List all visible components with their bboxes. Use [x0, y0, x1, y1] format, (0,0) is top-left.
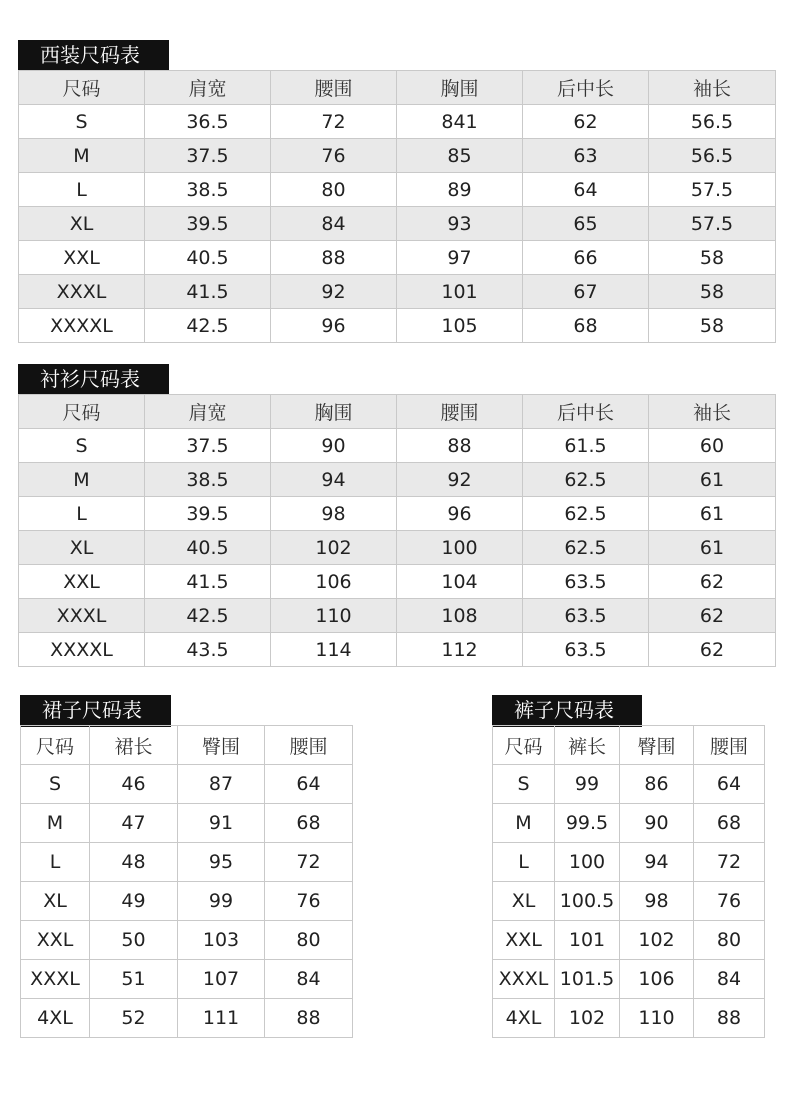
- table-row: [19, 105, 776, 139]
- table-cell: 106: [620, 960, 694, 999]
- table-row: [21, 882, 353, 921]
- table-cell: 62: [649, 633, 776, 667]
- table-cell: 102: [555, 999, 620, 1038]
- table-cell: 65: [523, 207, 649, 241]
- table-cell: 112: [397, 633, 523, 667]
- table-cell: 100: [555, 843, 620, 882]
- table-cell: 39.5: [145, 207, 271, 241]
- table-cell: 100.5: [555, 882, 620, 921]
- table-cell: 62: [649, 565, 776, 599]
- table-cell: 66: [523, 241, 649, 275]
- table-cell: 63.5: [523, 565, 649, 599]
- table-header-row: [19, 395, 776, 429]
- table-row: [19, 599, 776, 633]
- table-cell: 110: [620, 999, 694, 1038]
- table-cell: 36.5: [145, 105, 271, 139]
- skirt-size-table: [20, 725, 353, 1038]
- table-cell: 61: [649, 497, 776, 531]
- column-header: 腰围: [397, 395, 523, 429]
- table-cell: 62: [523, 105, 649, 139]
- suit-title: 西装尺码表: [18, 40, 169, 70]
- table-cell: XXL: [21, 921, 90, 960]
- skirt-title: 裙子尺码表: [20, 695, 171, 725]
- table-row: [19, 497, 776, 531]
- table-cell: 46: [90, 765, 178, 804]
- table-cell: 90: [620, 804, 694, 843]
- table-cell: L: [19, 173, 145, 207]
- table-cell: 50: [90, 921, 178, 960]
- table-cell: XL: [19, 207, 145, 241]
- table-cell: 58: [649, 309, 776, 343]
- column-header: 肩宽: [145, 395, 271, 429]
- table-cell: 72: [271, 105, 397, 139]
- table-cell: 37.5: [145, 139, 271, 173]
- column-header: 袖长: [649, 395, 776, 429]
- column-header: 腰围: [265, 726, 353, 765]
- table-cell: 63.5: [523, 633, 649, 667]
- column-header: 后中长: [523, 71, 649, 105]
- table-cell: 80: [265, 921, 353, 960]
- table-cell: 40.5: [145, 241, 271, 275]
- column-header: 胸围: [271, 395, 397, 429]
- table-cell: 102: [271, 531, 397, 565]
- column-header: 尺码: [19, 395, 145, 429]
- shirt-size-table: [18, 394, 776, 667]
- table-cell: 58: [649, 241, 776, 275]
- table-row: [19, 207, 776, 241]
- table-cell: 39.5: [145, 497, 271, 531]
- table-cell: M: [19, 139, 145, 173]
- table-cell: 114: [271, 633, 397, 667]
- table-cell: 96: [271, 309, 397, 343]
- table-cell: 49: [90, 882, 178, 921]
- table-cell: M: [21, 804, 90, 843]
- column-header: 尺码: [21, 726, 90, 765]
- table-cell: 64: [523, 173, 649, 207]
- column-header: 腰围: [271, 71, 397, 105]
- table-row: [19, 241, 776, 275]
- table-cell: XXXXL: [19, 633, 145, 667]
- table-cell: 56.5: [649, 105, 776, 139]
- table-row: [493, 843, 765, 882]
- shirt-title: 衬衫尺码表: [18, 364, 169, 394]
- table-cell: 97: [397, 241, 523, 275]
- table-cell: 80: [694, 921, 765, 960]
- table-header-row: [19, 71, 776, 105]
- column-header: 臀围: [620, 726, 694, 765]
- table-cell: 76: [271, 139, 397, 173]
- table-cell: 841: [397, 105, 523, 139]
- table-row: [21, 765, 353, 804]
- table-cell: 57.5: [649, 173, 776, 207]
- table-cell: XL: [19, 531, 145, 565]
- table-cell: 37.5: [145, 429, 271, 463]
- table-cell: 38.5: [145, 173, 271, 207]
- table-cell: 40.5: [145, 531, 271, 565]
- table-cell: 85: [397, 139, 523, 173]
- table-row: [493, 882, 765, 921]
- table-cell: 76: [265, 882, 353, 921]
- table-cell: XXXXL: [19, 309, 145, 343]
- table-cell: 103: [178, 921, 265, 960]
- table-cell: S: [493, 765, 555, 804]
- table-cell: 4XL: [21, 999, 90, 1038]
- table-cell: 62.5: [523, 531, 649, 565]
- table-cell: 92: [271, 275, 397, 309]
- table-header-row: [493, 726, 765, 765]
- table-cell: 111: [178, 999, 265, 1038]
- table-cell: 98: [620, 882, 694, 921]
- table-row: [21, 999, 353, 1038]
- table-cell: L: [493, 843, 555, 882]
- table-cell: 68: [265, 804, 353, 843]
- table-cell: 61: [649, 463, 776, 497]
- table-row: [19, 139, 776, 173]
- table-cell: 106: [271, 565, 397, 599]
- table-header-row: [21, 726, 353, 765]
- table-cell: XXL: [19, 241, 145, 275]
- pants-title: 裤子尺码表: [492, 695, 642, 725]
- table-cell: 94: [620, 843, 694, 882]
- table-cell: S: [21, 765, 90, 804]
- table-cell: L: [21, 843, 90, 882]
- table-cell: 98: [271, 497, 397, 531]
- table-cell: 38.5: [145, 463, 271, 497]
- table-cell: 56.5: [649, 139, 776, 173]
- table-cell: L: [19, 497, 145, 531]
- table-row: [19, 565, 776, 599]
- table-cell: 60: [649, 429, 776, 463]
- table-cell: 94: [271, 463, 397, 497]
- table-cell: 4XL: [493, 999, 555, 1038]
- table-cell: 72: [694, 843, 765, 882]
- table-cell: 68: [523, 309, 649, 343]
- table-cell: 101: [397, 275, 523, 309]
- table-cell: S: [19, 105, 145, 139]
- table-cell: M: [493, 804, 555, 843]
- table-cell: 52: [90, 999, 178, 1038]
- table-cell: 88: [265, 999, 353, 1038]
- column-header: 袖长: [649, 71, 776, 105]
- table-cell: XXL: [493, 921, 555, 960]
- table-cell: 84: [694, 960, 765, 999]
- table-cell: XL: [493, 882, 555, 921]
- table-cell: 96: [397, 497, 523, 531]
- column-header: 裙长: [90, 726, 178, 765]
- table-row: [493, 999, 765, 1038]
- table-cell: 84: [265, 960, 353, 999]
- table-cell: 62: [649, 599, 776, 633]
- suit-size-table: [18, 70, 776, 343]
- table-cell: 101.5: [555, 960, 620, 999]
- table-cell: XXL: [19, 565, 145, 599]
- table-cell: M: [19, 463, 145, 497]
- table-cell: 99.5: [555, 804, 620, 843]
- pants-size-table: [492, 725, 765, 1038]
- table-row: [493, 804, 765, 843]
- table-cell: 110: [271, 599, 397, 633]
- table-cell: XXXL: [21, 960, 90, 999]
- column-header: 后中长: [523, 395, 649, 429]
- column-header: 臀围: [178, 726, 265, 765]
- table-cell: 48: [90, 843, 178, 882]
- table-row: [19, 275, 776, 309]
- table-cell: XXXL: [19, 599, 145, 633]
- table-cell: 101: [555, 921, 620, 960]
- table-cell: 51: [90, 960, 178, 999]
- table-cell: 108: [397, 599, 523, 633]
- table-cell: 64: [694, 765, 765, 804]
- table-row: [19, 309, 776, 343]
- table-cell: XXXL: [19, 275, 145, 309]
- table-cell: 72: [265, 843, 353, 882]
- column-header: 腰围: [694, 726, 765, 765]
- table-cell: XXXL: [493, 960, 555, 999]
- table-row: [21, 921, 353, 960]
- table-row: [493, 960, 765, 999]
- table-row: [21, 843, 353, 882]
- table-cell: 105: [397, 309, 523, 343]
- table-cell: 43.5: [145, 633, 271, 667]
- table-cell: 92: [397, 463, 523, 497]
- table-cell: 95: [178, 843, 265, 882]
- table-cell: 91: [178, 804, 265, 843]
- table-row: [19, 173, 776, 207]
- table-cell: 89: [397, 173, 523, 207]
- table-cell: 104: [397, 565, 523, 599]
- table-cell: 67: [523, 275, 649, 309]
- table-cell: 80: [271, 173, 397, 207]
- table-cell: 42.5: [145, 599, 271, 633]
- table-cell: 47: [90, 804, 178, 843]
- table-cell: 99: [178, 882, 265, 921]
- table-cell: 88: [694, 999, 765, 1038]
- column-header: 裤长: [555, 726, 620, 765]
- table-cell: 41.5: [145, 275, 271, 309]
- table-cell: 100: [397, 531, 523, 565]
- table-cell: 62.5: [523, 497, 649, 531]
- table-cell: 88: [397, 429, 523, 463]
- table-cell: 42.5: [145, 309, 271, 343]
- table-cell: XL: [21, 882, 90, 921]
- column-header: 尺码: [493, 726, 555, 765]
- table-cell: 58: [649, 275, 776, 309]
- table-cell: 99: [555, 765, 620, 804]
- column-header: 胸围: [397, 71, 523, 105]
- table-cell: 57.5: [649, 207, 776, 241]
- table-cell: 63.5: [523, 599, 649, 633]
- table-cell: 87: [178, 765, 265, 804]
- table-cell: 102: [620, 921, 694, 960]
- table-cell: 90: [271, 429, 397, 463]
- table-cell: 86: [620, 765, 694, 804]
- table-row: [21, 804, 353, 843]
- table-cell: 61.5: [523, 429, 649, 463]
- table-cell: S: [19, 429, 145, 463]
- table-cell: 41.5: [145, 565, 271, 599]
- table-row: [19, 429, 776, 463]
- table-row: [19, 463, 776, 497]
- table-cell: 62.5: [523, 463, 649, 497]
- table-cell: 93: [397, 207, 523, 241]
- table-cell: 76: [694, 882, 765, 921]
- table-row: [493, 921, 765, 960]
- table-cell: 61: [649, 531, 776, 565]
- table-cell: 63: [523, 139, 649, 173]
- table-row: [493, 765, 765, 804]
- table-cell: 84: [271, 207, 397, 241]
- column-header: 肩宽: [145, 71, 271, 105]
- table-cell: 64: [265, 765, 353, 804]
- table-cell: 107: [178, 960, 265, 999]
- column-header: 尺码: [19, 71, 145, 105]
- table-row: [19, 531, 776, 565]
- table-row: [19, 633, 776, 667]
- table-cell: 88: [271, 241, 397, 275]
- table-row: [21, 960, 353, 999]
- table-cell: 68: [694, 804, 765, 843]
